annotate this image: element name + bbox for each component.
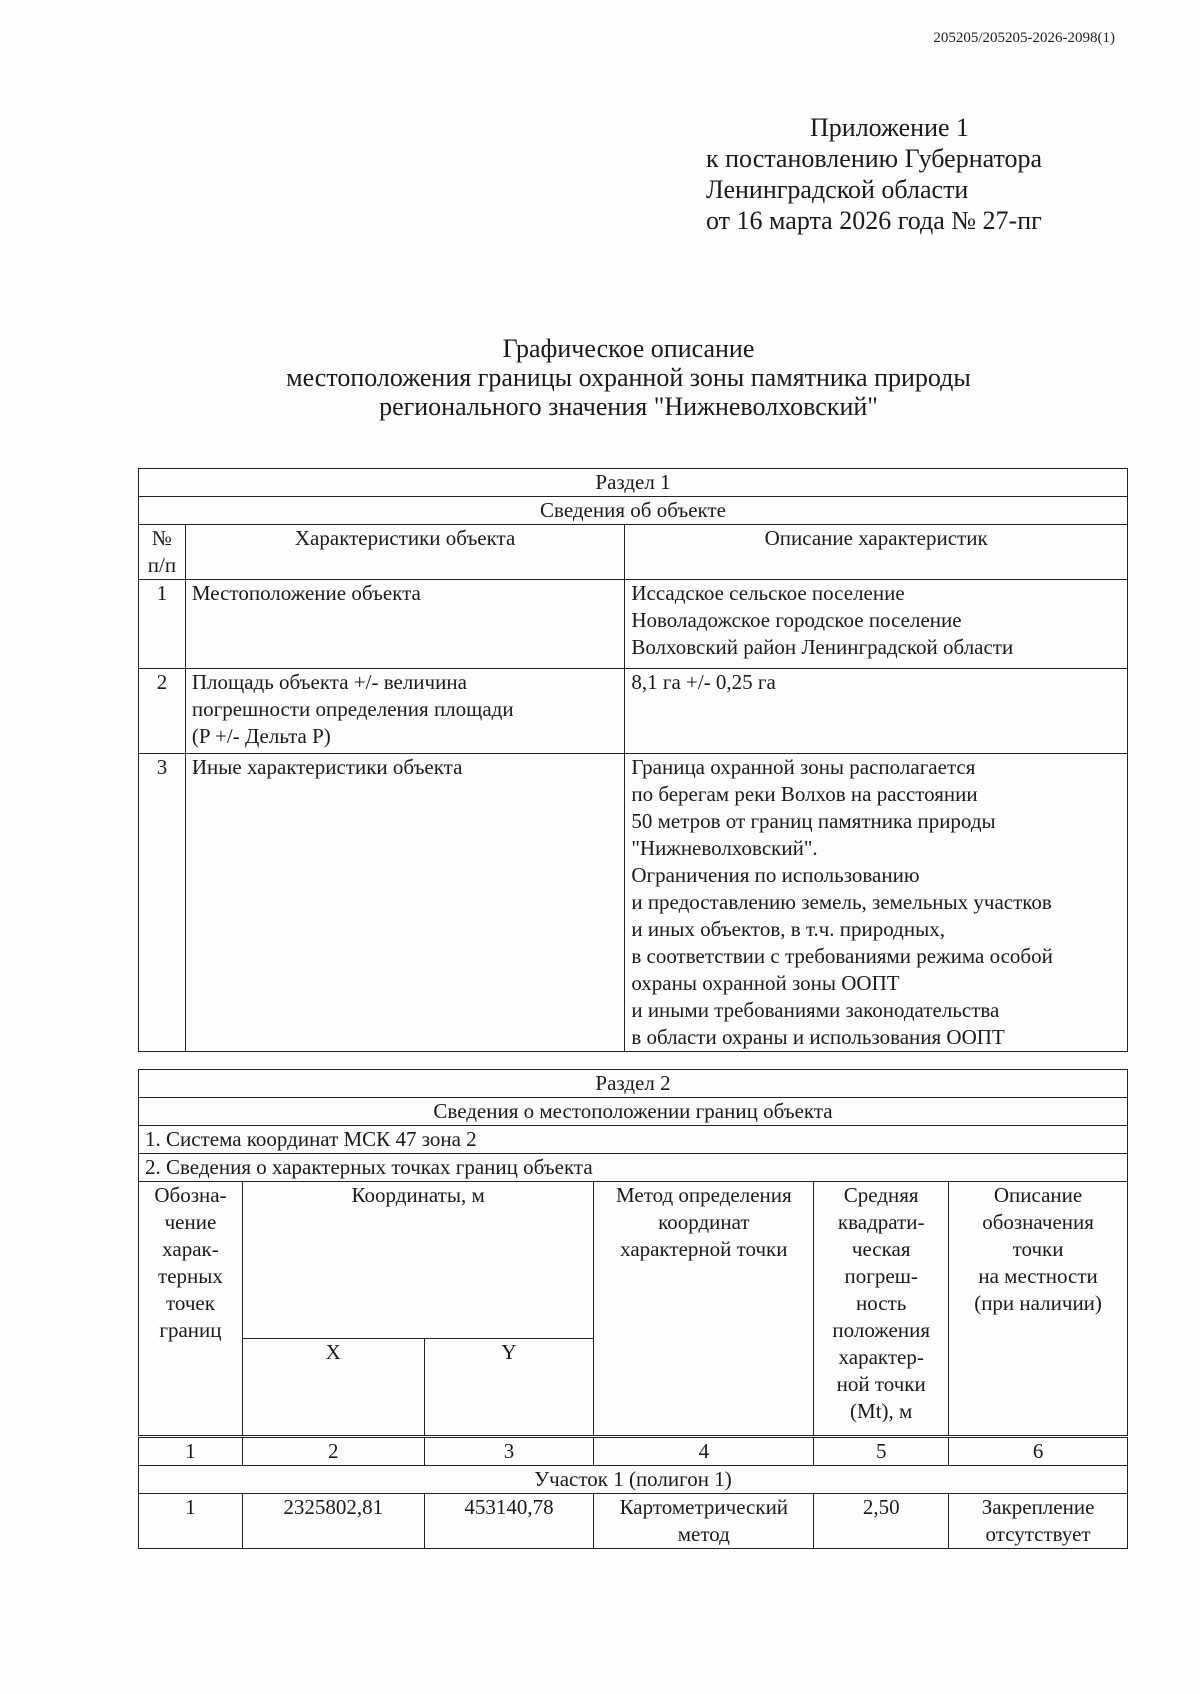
column-number: 5 [814,1437,949,1466]
column-header-error: Средняя квадрати- ческая погреш- ность положения характер- ной точки (Mt), м [814,1182,949,1437]
table-row [139,1494,1128,1549]
section2-title: Раздел 2 [139,1070,1128,1098]
column-numbers-row [139,1437,1128,1466]
section1-subtitle: Сведения об объекте [139,497,1128,525]
column-number: 3 [424,1437,594,1466]
appendix-line-3: Ленинградской области [706,175,969,204]
point-error: 2,50 [814,1494,949,1549]
section1-table [138,468,1128,1052]
table-row [139,580,1128,669]
column-number: 6 [949,1437,1128,1466]
row-description: Граница охранной зоны располагается по берегам реки Волхов на расстоянии 50 метров от границ памятника природы "Нижневолховский". Ограничения по использованию и предоставлению земель, земельных участков и иных объектов, в т.ч. природных, в соответствии с требованиями режима особой охраны охранной зоны ООПТ и иными требованиями законодательства в области охраны и использования ООПТ [625,754,1128,1052]
document-title [0,334,1200,421]
column-header-x: X [242,1339,424,1437]
column-header-description: Описание характеристик [625,525,1128,580]
row-num: 2 [139,669,186,754]
point-y: 453140,78 [424,1494,594,1549]
row-num: 1 [139,580,186,669]
table-row [139,754,1128,1052]
section2-header-row [139,1182,1128,1339]
column-header-point-description: Описание обозначения точки на местности (при наличии) [949,1182,1128,1437]
point-x: 2325802,81 [242,1494,424,1549]
point-description: Закрепление отсутствует [949,1494,1128,1549]
column-header-designation: Обозна- чение харак- терных точек границ [139,1182,243,1437]
point-method: Картометрический метод [594,1494,814,1549]
appendix-line-1: Приложение 1 [810,113,970,142]
column-header-characteristic: Характеристики объекта [185,525,624,580]
column-header-num: № п/п [139,525,186,580]
title-line-2: местоположения границы охранной зоны памятника природы [286,363,971,392]
section1-title: Раздел 1 [139,469,1128,497]
point-id: 1 [139,1494,243,1549]
column-number: 1 [139,1437,243,1466]
coordinate-system: 1. Система координат МСК 47 зона 2 [139,1126,1128,1154]
points-heading: 2. Сведения о характерных точках границ объекта [139,1154,1128,1182]
section2-table [138,1069,1128,1549]
column-header-method: Метод определения координат характерной точки [594,1182,814,1437]
section2-subtitle: Сведения о местоположении границ объекта [139,1098,1128,1126]
row-characteristic: Иные характеристики объекта [185,754,624,1052]
column-number: 2 [242,1437,424,1466]
title-line-1: Графическое описание [502,334,755,363]
row-description: 8,1 га +/- 0,25 га [625,669,1128,754]
table-row [139,669,1128,754]
row-description: Иссадское сельское поселение Новоладожское городское поселение Волховский район Ленинградской области [625,580,1128,669]
document-number: 205205/205205-2026-2098(1) [933,30,1115,46]
appendix-line-4: от 16 марта 2026 года № 27-пг [706,206,1042,235]
row-characteristic: Площадь объекта +/- величина погрешности определения площади (P +/- Дельта P) [185,669,624,754]
row-characteristic: Местоположение объекта [185,580,624,669]
section1-header-row [139,525,1128,580]
plot-title: Участок 1 (полигон 1) [139,1466,1128,1494]
appendix-line-2: к постановлению Губернатора [706,144,1043,173]
column-header-y: Y [424,1339,594,1437]
row-num: 3 [139,754,186,1052]
column-header-coordinates: Координаты, м [242,1182,594,1339]
column-number: 4 [594,1437,814,1466]
title-line-3: регионального значения "Нижневолховский" [379,392,878,421]
appendix-block [706,112,1042,236]
